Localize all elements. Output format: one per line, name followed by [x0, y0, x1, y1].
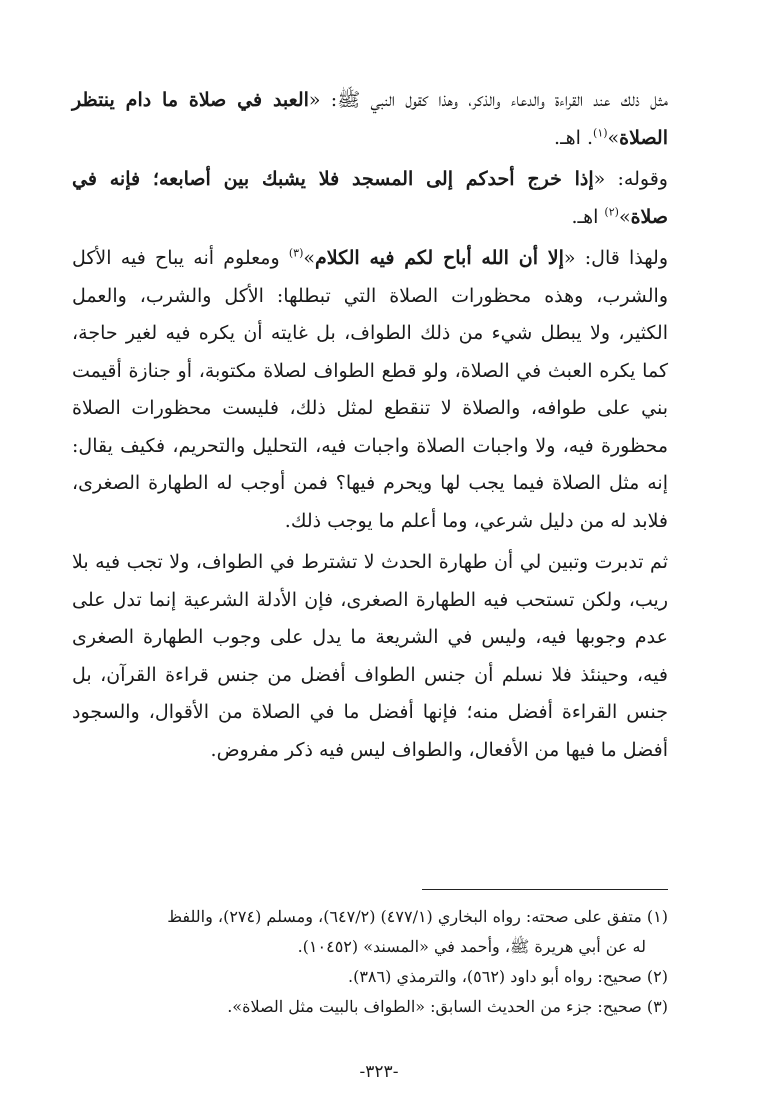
quote-close: »	[303, 247, 316, 269]
paragraph-4	[72, 544, 668, 769]
paragraph-text: . اهـ.	[554, 126, 594, 149]
footnote-2	[72, 962, 668, 992]
paragraph-text: ولهذا قال: «	[563, 247, 669, 269]
hadith-quote: إذا خرج أحدكم إلى المسجد فلا يشبك بين أصابعه؛ فإنه في صلاة	[72, 168, 668, 228]
footnotes	[72, 902, 668, 1022]
footnote-ref: (١)	[593, 126, 608, 140]
footnote-text: (٣) صحيح: جزء من الحديث السابق: «الطواف بالبيت مثل الصلاة».	[227, 997, 668, 1016]
paragraph-3	[72, 240, 668, 540]
quote-close: »	[607, 126, 620, 149]
paragraph-text: اهـ.	[571, 205, 605, 228]
quote-close: »	[618, 205, 631, 228]
page-number: -٣٢٣-	[359, 1062, 399, 1082]
footnote-ref: (٢)	[604, 205, 619, 219]
footnote-ref: (٣)	[288, 246, 304, 260]
paragraph-1	[72, 82, 668, 157]
main-text	[72, 82, 668, 769]
footnote-text: له عن أبي هريرة ﷺ، وأحمد في «المسند» (١٠٤٥٢).	[297, 937, 646, 956]
paragraph-text: ومعلوم أنه يباح فيه الأكل والشرب، وهذه محظورات الصلاة التي تبطلها: الأكل والشرب، والعمل الكثير، ولا يبطل شيء من ذلك الطواف، بل غايته أن يكره فيه لغير حاجة، كما يكره العبث في الصلاة، ولو قطع الطواف لصلاة مكتوبة، أو جنازة أقيمت بني على طوافه، والصلاة لا تنقطع لمثل ذلك، فليست محظورات الصلاة محظورة فيه، ولا واجبات الصلاة واجبات فيه، التحليل والتحريم، فكيف يقال: إنه مثل الصلاة فيما يجب لها ويحرم فيها؟ فمن أوجب له الطهارة الصغرى، فلابد له من دليل شرعي، وما أعلم ما يوجب ذلك.	[72, 247, 668, 532]
footnote-divider	[422, 889, 668, 890]
paragraph-text: ثم تدبرت وتبين لي أن طهارة الحدث لا تشترط في الطواف، ولا تجب فيه بلا ريب، ولكن تستحب فيه الطهارة الصغرى، فإن الأدلة الشرعية إنما تدل على عدم وجوبها فيه، وليس في الشريعة ما يدل على وجوب الطهارة الصغرى فيه، وحينئذ فلا نسلم أن جنس الطواف أفضل من جنس قراءة القرآن، بل جنس القراءة أفضل منه؛ فإنها أفضل ما في الصلاة من الأقوال، والسجود أفضل ما فيها من الأفعال، والطواف ليس فيه ذكر مفروض.	[72, 551, 668, 761]
footnote-text: (٢) صحيح: رواه أبو داود (٥٦٢)، والترمذي (٣٨٦).	[348, 967, 668, 986]
footnote-text: (١) متفق على صحته: رواه البخاري (٤٧٧/١) (٦٤٧/٢)، ومسلم (٢٧٤)، واللفظ	[167, 907, 668, 926]
paragraph-text: وقوله: «	[593, 168, 668, 190]
paragraph-text: مثل ذلك عند القراءة والدعاء والذكر، وهذا كقول النبي ﷺ: «	[308, 89, 668, 111]
footnote-1	[72, 902, 668, 962]
hadith-quote: العبد في صلاة ما دام ينتظر الصلاة	[72, 89, 668, 149]
hadith-quote: إلا أن الله أباح لكم فيه الكلام	[315, 247, 564, 269]
paragraph-2	[72, 161, 668, 236]
footnote-3	[72, 992, 668, 1022]
